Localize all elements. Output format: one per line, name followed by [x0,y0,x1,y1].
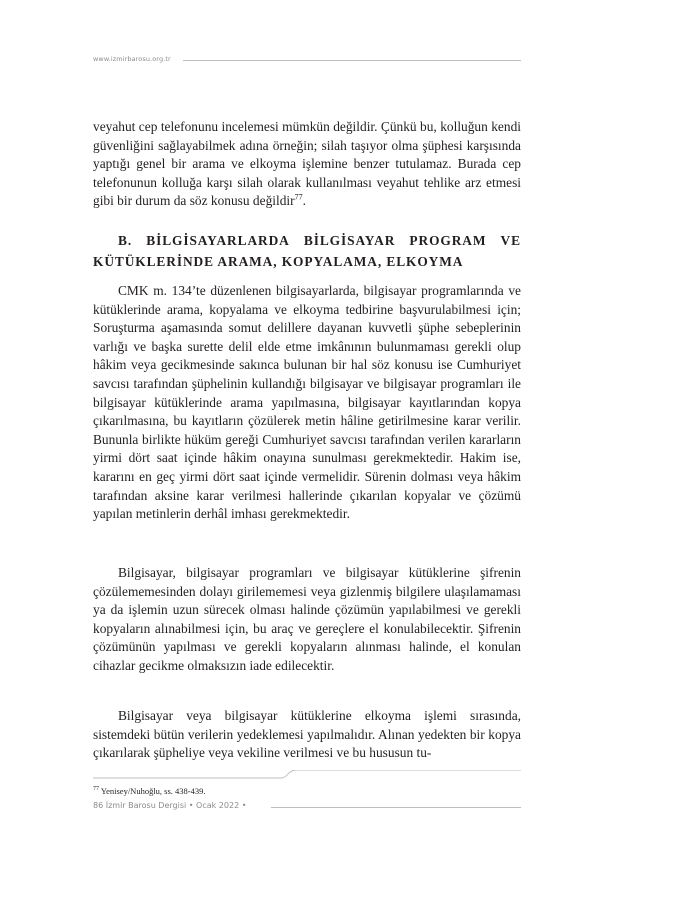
heading-word-2: BİLGİSAYARLARDA [146,233,290,248]
paragraph-3 [93,564,521,676]
footnote-number: 77 [93,786,99,793]
header-rule [183,60,521,61]
footer-text: 86 İzmir Barosu Dergisi • Ocak 2022 • [93,801,247,810]
paragraph-3-text: Bilgisayar, bilgisayar programları ve bilgisayar kütüklerine şifrenin çözülememesinden dolayı girilememesi veya gizlenmiş bilgilere ulaşılamaması ya da işlemin uzun sürecek olması halinde çözümün yapılabilmesi ve gerekli kopyaların alınabilmesi için, bu araç ve gereçlere el konulabilecektir. Şifrenin çözümünün yapılması ve gerekli kopyaların alınması halinde, el konulan cihazlar gecikme olmaksızın iade edilecektir. [93,565,521,673]
footnote-ref-77[interactable]: 77 [294,192,303,202]
footnote-separator [93,770,521,782]
paragraph-4 [93,707,521,763]
heading-line-2: KÜTÜKLERİNDE ARAMA, KOPYALAMA, ELKOYMA [93,254,464,269]
paragraph-1: veyahut cep telefonunu incelemesi mümkün değildir. Çünkü bu, kolluğun kendi güvenliğini sağlayabilmek adına örneğin; silah taşıyor olma şüphesi karşısında yaptığı genel bir arama ve elkoyma işlemine benzer tutulamaz. Burada cep telefonunun kolluğa karşı silah olarak kullanılması veyahut tehlike arz etmesi gibi bir durum da söz konusu değildir$^{77}$. [93,119,521,209]
footnote-77 [93,786,206,796]
paragraph-2 [93,282,521,524]
section-heading [93,230,521,272]
page-footer [93,801,521,813]
heading-word-3: BİLGİSAYAR [303,233,396,248]
heading-word-5: VE [500,233,521,248]
page-header [93,55,521,67]
footer-rule [271,807,521,808]
heading-word-4: PROGRAM [409,233,487,248]
footnote-text: Yenisey/Nuhoğlu, ss. 438-439. [100,786,206,796]
paragraph-4-text: Bilgisayar veya bilgisayar kütüklerine elkoyma işlemi sırasında, sistemdeki bütün verilerin yedeklemesi yapılmalıdır. Alınan yedekten bir kopya çıkarılarak şüpheliye veya vekiline verilmesi ve bu hususun tu- [93,708,521,761]
paragraph-1-text: veyahut cep telefonunu incelemesi mümkün değildir. Çünkü bu, kolluğun kendi güvenliğini sağlayabilmek adına örneğin; silah taşıyor olma şüphesi karşısında yaptığı genel bir arama ve elkoyma işlemine benzer tutulamaz. Burada cep telefonunun kolluğa karşı silah olarak kullanılması veyahut tehlike arz etmesi gibi bir durum da söz konusu değildir [93,119,521,209]
paragraph-2-text: CMK m. 134’te düzenlenen bilgisayarlarda, bilgisayar programlarında ve kütüklerinde arama, kopyalama ve elkoyma tedbirine başvurulabilmesi için; Soruşturma aşamasında somut delillere dayanan kuvvetli şüphe sebeplerinin varlığı ve başka surette delil elde etme imkânının bulunmaması gerekli olup hâkim veya gecikmesinde sakınca bulunan bir hal söz konusu ise Cumhuriyet savcısı tarafından şüphelinin kullandığı bilgisayar ve bilgisayar programları ile bilgisayar kütüklerinde arama yapılmasına, bilgisayar kayıtlarından kopya çıkarılmasına, bu kayıtların çözülerek metin hâline getirilmesine karar verilir. Bununla birlikte hüküm gereği Cumhuriyet savcısı tarafından verilen kararların yirmi dört saat içinde hâkim onayına sunulması gerekmektedir. Hakim ise, kararını en geç yirmi dört saat içinde vermelidir. Sürenin dolması veya hâkim tarafından aksine karar verilmesi hallerinde çıkarılan kopyalar ve çözümü yapılan metinlerin derhâl imhası gerekmektedir. [93,283,521,522]
header-url: www.izmirbarosu.org.tr [93,55,171,63]
heading-word-1: B. [118,233,133,248]
